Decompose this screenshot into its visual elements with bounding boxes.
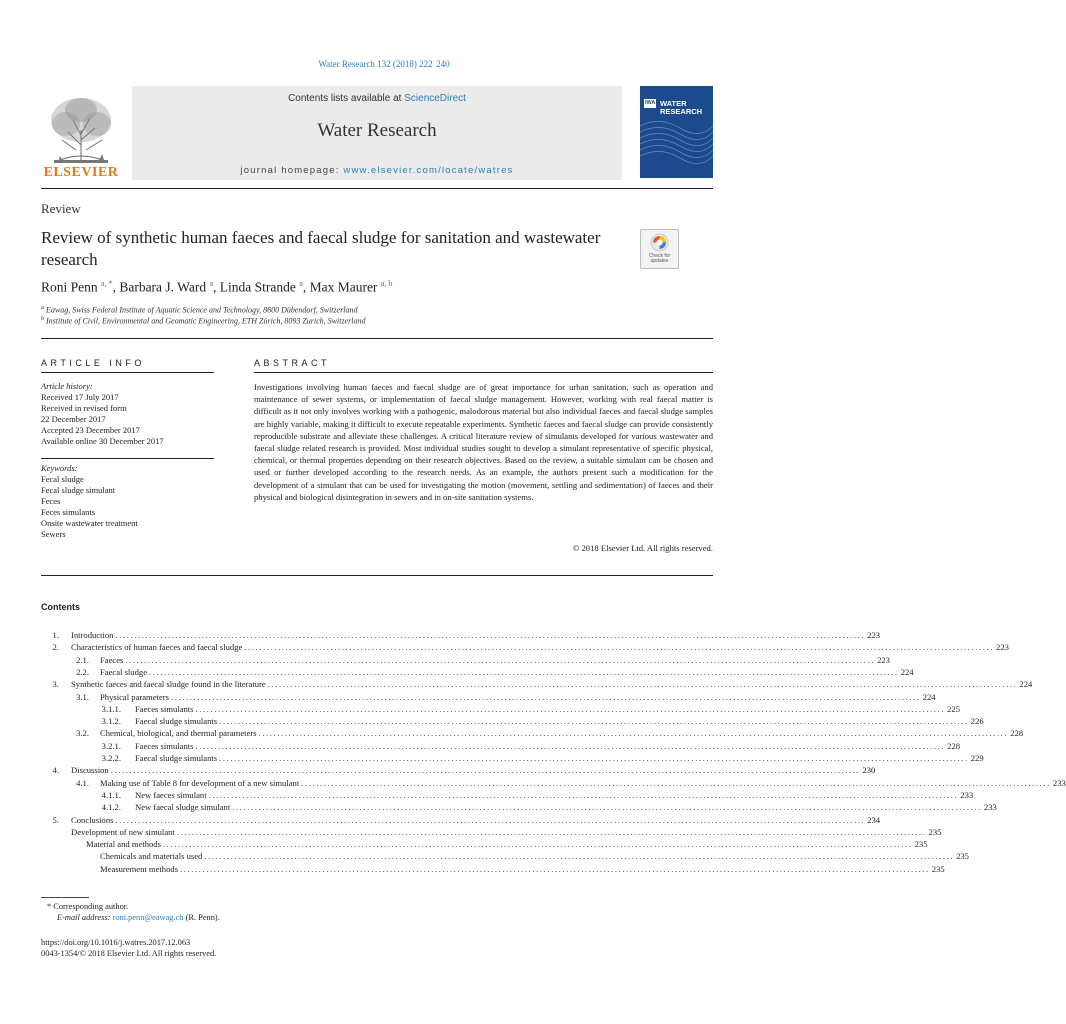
toc-entry[interactable] xyxy=(41,850,969,862)
toc-entry[interactable] xyxy=(41,715,984,727)
homepage-prefix: journal homepage: xyxy=(240,165,344,176)
toc-entry-number: 1. xyxy=(52,630,59,640)
keyword: Feces xyxy=(41,496,61,506)
toc-entry[interactable] xyxy=(41,814,881,826)
toc-entry-title: Chemicals and materials used xyxy=(100,851,203,862)
toc-entry-number: 4.1.1. xyxy=(101,789,121,800)
toc-entry-page: 228 xyxy=(1010,728,1024,739)
toc-entry-number: 3. xyxy=(52,679,59,690)
toc-entry-title: Development of new simulant xyxy=(71,826,175,837)
toc-leader-dots: ........................................................................................................................................................................................................ xyxy=(204,851,955,862)
journal-cover-image[interactable] xyxy=(640,86,713,178)
author-list xyxy=(41,279,392,296)
author-separator: , xyxy=(213,279,220,295)
toc-leader-dots: ........................................................................................................................................................................................................ xyxy=(219,716,969,727)
toc-entry-title: Making use of Table 8 for development of a new simulant xyxy=(100,777,300,788)
toc-entry-number: 2.2. xyxy=(76,666,89,677)
toc-entry-page: 224 xyxy=(922,691,936,702)
abstract-heading: ABSTRACT xyxy=(254,358,331,368)
toc-entry[interactable] xyxy=(41,801,997,813)
footnote-mark: * xyxy=(47,902,52,911)
toc-entry-title: Faecal sludge simulants xyxy=(135,716,218,727)
toc-entry[interactable] xyxy=(41,641,1009,653)
cover-title-line1: WATER xyxy=(660,99,687,108)
contents-prefix: Contents lists available at xyxy=(288,93,405,104)
corresponding-author-text: Corresponding author. xyxy=(53,902,129,911)
toc-entry-page: 225 xyxy=(947,703,961,714)
toc-leader-dots: ........................................................................................................................................................................................................ xyxy=(170,691,921,702)
toc-entry-title: Faeces xyxy=(100,654,124,665)
toc-entry-page: 230 xyxy=(862,765,876,776)
abstract-copyright: © 2018 Elsevier Ltd. All rights reserved. xyxy=(572,543,713,553)
check-for-updates-button[interactable] xyxy=(640,229,679,269)
toc-leader-dots: ........................................................................................................................................................................................................ xyxy=(219,753,969,763)
toc-entry[interactable] xyxy=(41,629,881,641)
affiliation-mark: b xyxy=(41,316,44,322)
toc-entry[interactable] xyxy=(41,863,945,875)
toc-entry-page: 224 xyxy=(900,666,914,677)
history-entry: Received 17 July 2017 xyxy=(41,392,119,402)
affiliation-b xyxy=(41,316,365,326)
toc-entry-number xyxy=(41,863,94,875)
toc-entry[interactable] xyxy=(41,777,1066,789)
toc-leader-dots: ........................................................................................................................................................................................................ xyxy=(267,679,1018,690)
affiliation-text: Institute of Civil, Environmental and Geomatic Engineering, ETH Zürich, 8093 Zurich, Switzerland xyxy=(46,316,366,326)
toc-leader-dots: ........................................................................................................................................................................................................ xyxy=(115,630,866,640)
toc-entry-page: 223 xyxy=(877,654,890,665)
footnote-rule xyxy=(41,897,89,898)
toc-leader-dots: ........................................................................................................................................................................................................ xyxy=(258,728,1009,739)
article-title: Review of synthetic human faeces and faecal sludge for sanitation and wastewater research xyxy=(41,228,601,269)
cover-title-line2: RESEARCH xyxy=(660,107,703,116)
toc-entry-title: Characteristics of human faeces and faecal sludge xyxy=(71,642,243,653)
toc-entry[interactable] xyxy=(41,678,1033,690)
author-affiliation-mark[interactable]: a xyxy=(299,279,303,288)
keyword: Fecal sludge simulant xyxy=(41,485,116,495)
toc-entry-page: 235 xyxy=(914,839,928,850)
cover-title xyxy=(660,100,702,116)
toc-entry-number: 3.2.2. xyxy=(101,753,121,763)
check-for-updates-line2: updates xyxy=(650,258,669,264)
toc-entry-page: 224 xyxy=(1019,679,1033,690)
toc-entry[interactable] xyxy=(41,691,936,703)
toc-entry-title: Conclusions xyxy=(71,814,114,825)
toc-entry-title: Faeces simulants xyxy=(135,740,194,751)
history-entry: Accepted 23 December 2017 xyxy=(41,425,140,435)
journal-title: Water Research xyxy=(317,120,437,141)
toc-entry-number: 4.1.2. xyxy=(101,802,121,813)
author-name: Max Maurer xyxy=(309,279,378,295)
article-info-rule xyxy=(41,372,214,373)
issn-line: 0043-1354/© 2018 Elsevier Ltd. All rights reserved. xyxy=(41,949,217,958)
toc-entry-title: New faeces simulant xyxy=(135,789,207,800)
toc-entry-number: 5. xyxy=(52,814,59,825)
check-for-updates-line1: Check for xyxy=(648,253,671,259)
journal-masthead xyxy=(132,86,622,180)
keywords-label: Keywords: xyxy=(41,463,78,473)
masthead-divider xyxy=(41,188,713,189)
article-history-label: Article history: xyxy=(41,381,93,391)
toc-entry-number xyxy=(41,826,65,838)
keyword: Fecal sludge xyxy=(41,474,84,484)
keyword: Onsite wastewater treatment xyxy=(41,518,138,528)
toc-entry-number: 3.1. xyxy=(76,691,89,702)
toc-entry[interactable] xyxy=(41,727,1024,739)
toc-entry-number: 4.1. xyxy=(76,777,89,788)
history-entry: Available online 30 December 2017 xyxy=(41,436,164,446)
elsevier-wordmark: ELSEVIER xyxy=(43,165,119,180)
keyword: Feces simulants xyxy=(41,507,96,517)
author-affiliation-mark[interactable]: a, b xyxy=(380,279,393,288)
affiliation-text: Eawag, Swiss Federal Institute of Aquatic Science and Technology, 8600 Dübendorf, Switzerland xyxy=(46,305,358,315)
article-type-label: Review xyxy=(41,201,81,216)
author-separator: , xyxy=(112,279,120,295)
email-suffix: (R. Penn). xyxy=(183,913,220,922)
author-separator: , xyxy=(302,279,310,295)
keyword: Sewers xyxy=(41,529,66,539)
toc-entry-number: 3.1.1. xyxy=(101,703,121,714)
sciencedirect-link[interactable]: ScienceDirect xyxy=(404,93,466,104)
toc-entry[interactable] xyxy=(41,789,974,801)
homepage-link[interactable]: www.elsevier.com/locate/watres xyxy=(343,165,514,176)
toc-leader-dots: ........................................................................................................................................................................................................ xyxy=(208,789,959,800)
toc-entry-title: Synthetic faeces and faecal sludge found in the literature xyxy=(71,679,266,690)
journal-homepage-line xyxy=(132,165,622,176)
toc-entry-title: New faecal sludge simulant xyxy=(135,802,231,813)
toc-entry-number: 2. xyxy=(52,642,59,653)
toc-leader-dots: ........................................................................................................................................................................................................ xyxy=(176,826,927,837)
toc-entry-number xyxy=(41,838,80,850)
author-name: Barbara J. Ward xyxy=(119,279,207,295)
toc-entry-page: 233 xyxy=(960,789,974,800)
toc-leader-dots: ........................................................................................................................................................................................................ xyxy=(125,654,876,665)
email-note xyxy=(57,913,220,922)
toc-entry[interactable] xyxy=(41,764,876,776)
toc-leader-dots: ........................................................................................................................................................................................................ xyxy=(244,642,995,653)
toc-entry-page: 235 xyxy=(956,851,969,862)
toc-entry-number: 4. xyxy=(52,765,59,776)
toc-entry-page: 233 xyxy=(1052,777,1066,788)
history-entry: Received in revised form xyxy=(41,403,127,413)
toc-entry-page: 233 xyxy=(983,802,997,813)
toc-entry[interactable] xyxy=(41,752,984,764)
toc-entry-title: Introduction xyxy=(71,630,114,640)
toc-entry-title: Physical parameters xyxy=(100,691,169,702)
toc-entry-title: Discussion xyxy=(71,765,109,776)
toc-entry-page: 226 xyxy=(970,716,984,727)
toc-leader-dots: ........................................................................................................................................................................................................ xyxy=(195,703,946,714)
doi-link[interactable]: https://doi.org/10.1016/j.watres.2017.12.063 xyxy=(41,938,191,947)
toc-entry[interactable] xyxy=(41,838,928,850)
abstract-rule xyxy=(254,372,713,373)
history-entry: 22 December 2017 xyxy=(41,414,106,424)
toc-leader-dots: ........................................................................................................................................................................................................ xyxy=(301,777,1051,788)
email-link[interactable]: roni.penn@eawag.ch xyxy=(112,913,184,922)
contents-heading: Contents xyxy=(41,602,80,612)
toc-entry-title: Chemical, biological, and thermal parameters xyxy=(100,728,257,739)
toc-entry-page: 229 xyxy=(970,753,984,763)
toc-entry[interactable] xyxy=(41,654,890,666)
corresponding-author-note xyxy=(47,902,128,911)
toc-entry[interactable] xyxy=(41,703,961,715)
toc-entry-number: 3.2.1. xyxy=(101,740,121,751)
toc-leader-dots: ........................................................................................................................................................................................................ xyxy=(149,666,899,677)
author-name: Linda Strande xyxy=(219,279,296,295)
cover-iwa-badge: IWA xyxy=(645,100,656,106)
toc-entry[interactable] xyxy=(41,826,942,838)
contents-available-line xyxy=(132,93,622,104)
abstract-divider xyxy=(41,575,713,576)
header-divider xyxy=(41,338,713,339)
author-affiliation-mark[interactable]: a xyxy=(209,279,214,288)
toc-entry-title: Faecal sludge simulants xyxy=(135,753,218,763)
toc-entry-number: 3.2. xyxy=(76,728,89,739)
toc-leader-dots: ........................................................................................................................................................................................................ xyxy=(162,839,913,850)
toc-entry-title: Material and methods xyxy=(86,839,161,850)
email-label: E-mail address: xyxy=(57,913,113,922)
toc-entry-number: 2.1. xyxy=(76,654,89,665)
toc-leader-dots: ........................................................................................................................................................................................................ xyxy=(232,802,982,813)
affiliation-a xyxy=(41,305,358,315)
check-for-updates-icon xyxy=(650,233,669,252)
check-for-updates-label xyxy=(641,254,678,264)
toc-entry[interactable] xyxy=(41,740,961,752)
toc-entry-page: 235 xyxy=(928,826,942,837)
toc-entry-page: 235 xyxy=(931,863,945,874)
toc-leader-dots: ........................................................................................................................................................................................................ xyxy=(180,863,930,874)
affiliation-mark: a xyxy=(41,305,44,311)
toc-leader-dots: ........................................................................................................................................................................................................ xyxy=(110,765,861,776)
toc-entry-title: Measurement methods xyxy=(100,863,179,874)
toc-entry-page: 223 xyxy=(996,642,1009,653)
journal-reference[interactable]: Water Research 132 (2018) 222 240 xyxy=(318,59,450,69)
toc-entry-number: 3.1.2. xyxy=(101,716,121,727)
toc-leader-dots: ........................................................................................................................................................................................................ xyxy=(115,814,866,825)
toc-entry[interactable] xyxy=(41,666,914,678)
toc-leader-dots: ........................................................................................................................................................................................................ xyxy=(195,740,946,751)
author-name: Roni Penn xyxy=(41,279,98,295)
author-affiliation-mark[interactable]: a, * xyxy=(101,279,113,288)
article-info-heading: ARTICLE INFO xyxy=(41,358,145,368)
toc-entry-page: 223 xyxy=(867,630,881,640)
toc-entry-page: 234 xyxy=(867,814,881,825)
toc-entry-page: 228 xyxy=(947,740,961,751)
toc-entry-title: Faeces simulants xyxy=(135,703,194,714)
keywords-rule xyxy=(41,458,214,459)
toc-entry-number xyxy=(41,850,94,862)
abstract-body: Investigations involving human faeces and faecal sludge are of great importance for urban sanitation, such as operation and maintenance of sewer systems, or implementation of faecal sludge management. However, working with real faecal matter is difficult as it not only involves working with a pathogenic, malodorous material but also individual faeces and faecal sludge samples are highly variable, making it difficult to execute repeatable experiments. Synthetic faeces and faecal sludge can provide consistently reproducible substrate and alleviate these challenges. A critical literature review of simulants developed for various wastewater and faecal sludge related research is provided. Most individual studies sought to develop a simulant representative of specific physical, chemical, or thermal properties depending on their research objectives. Based on the review, a suitable simulant can be chosen and used or further developed according to the research needs. As an example, the authors present such a modification for the development of a simulant that can be used for investigating the motion (movement, settling and sedimentation) of faeces and their physical and biological disintegration in sewers and in on-site sanitation systems. xyxy=(254,382,713,502)
toc-entry-title: Faecal sludge xyxy=(100,666,148,677)
